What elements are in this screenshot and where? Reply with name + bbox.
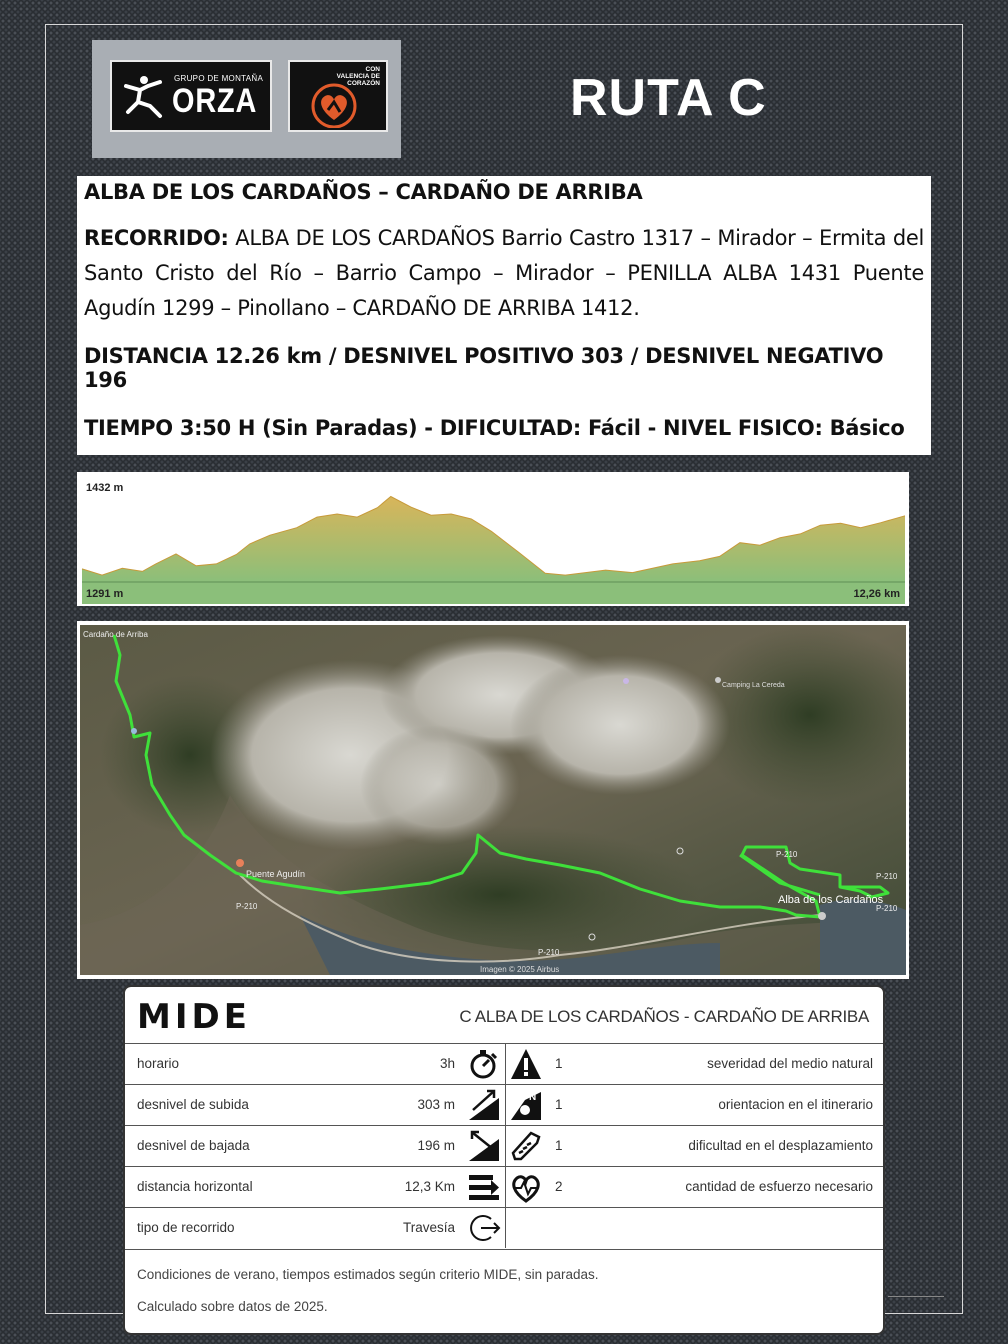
- ascent-icon: [467, 1088, 501, 1122]
- one-way-route-icon: [467, 1211, 501, 1245]
- max-elevation-label: 1432 m: [86, 482, 124, 494]
- route-map: [80, 625, 906, 975]
- mide-row-distancia: [125, 1166, 883, 1208]
- decor-line: [888, 1296, 944, 1297]
- orza-logo-name: ORZA: [172, 82, 258, 120]
- route-text: ALBA DE LOS CARDAÑOS Barrio Castro 1317 – Mirador – Ermita del Santo Cristo del Río – Barrio Campo – Mirador – PENILLA ALBA 1431 Puente Agudín 1299 – Pinollano – CARDAÑO DE ARRIBA 1412.: [84, 226, 924, 320]
- route-description: [84, 221, 924, 326]
- mide-key: desnivel de bajada: [137, 1138, 250, 1153]
- mide-key: distancia horizontal: [137, 1179, 253, 1194]
- mide-row-horario: [125, 1043, 883, 1085]
- mide-score: 2: [555, 1179, 563, 1194]
- mide-desc: dificultad en el desplazamiento: [688, 1138, 873, 1153]
- heart-logo-icon: [310, 82, 358, 128]
- mide-value: 303 m: [417, 1097, 455, 1112]
- mide-desc: orientacion en el itinerario: [718, 1097, 873, 1112]
- mide-key: horario: [137, 1056, 180, 1071]
- mide-score: 1: [555, 1138, 563, 1153]
- heart-effort-icon: [509, 1170, 543, 1204]
- elevation-profile: [77, 472, 909, 606]
- mide-value: 3h: [439, 1056, 455, 1071]
- mide-divider: [505, 1043, 506, 1248]
- orientation-icon: [509, 1088, 543, 1122]
- route-info-panel: [77, 176, 931, 455]
- road-label-5: P-210: [876, 904, 898, 913]
- mide-desc: severidad del medio natural: [707, 1056, 873, 1071]
- page-title: RUTA C: [570, 69, 767, 127]
- mide-row-bajada: [125, 1125, 883, 1167]
- svg-text:N: N: [529, 1092, 537, 1103]
- route-heading: ALBA DE LOS CARDAÑOS – CARDAÑO DE ARRIBA: [84, 180, 643, 204]
- mide-logo: MIDE: [137, 997, 251, 1037]
- mide-row-tipo: [125, 1207, 883, 1250]
- warning-triangle-icon: [509, 1047, 543, 1081]
- puente-agudin-label: Puente Agudín: [246, 869, 306, 879]
- mide-footer-year: Calculado sobre datos de 2025.: [137, 1299, 328, 1314]
- min-elevation-label: 1291 m: [86, 588, 124, 600]
- elevation-chart: [77, 472, 909, 606]
- descent-icon: [467, 1129, 501, 1163]
- road-label-1: P-210: [236, 902, 258, 911]
- mide-key: desnivel de subida: [137, 1097, 249, 1112]
- distance-arrow-icon: [467, 1170, 501, 1204]
- mide-value: 196 m: [417, 1138, 455, 1153]
- mide-score: 1: [555, 1097, 563, 1112]
- elevation-area: [82, 497, 905, 583]
- road-label-3: P-210: [776, 850, 798, 859]
- camping-label: Camping La Cereda: [722, 682, 785, 689]
- mide-table: [123, 985, 885, 1335]
- cardano-label: Cardaño de Arriba: [83, 630, 148, 639]
- orza-logo: [110, 60, 272, 132]
- mide-value: 12,3 Km: [404, 1179, 455, 1194]
- mide-value: Travesía: [402, 1220, 455, 1235]
- mide-row-subida: [125, 1084, 883, 1126]
- distance-line: DISTANCIA 12.26 km / DESNIVEL POSITIVO 303 / DESNIVEL NEGATIVO 196: [84, 344, 884, 392]
- mide-footer-conditions: Condiciones de verano, tiempos estimados según criterio MIDE, sin paradas.: [137, 1267, 599, 1282]
- mide-desc: cantidad de esfuerzo necesario: [685, 1179, 873, 1194]
- time-line: TIEMPO 3:50 H (Sin Paradas) - DIFICULTAD: Fácil - NIVEL FISICO: Básico: [84, 416, 905, 440]
- vc-logo-text: CON VALENCIA DE CORAZÓN: [336, 66, 380, 87]
- image-credit: Imagen © 2025 Airbus: [480, 965, 560, 974]
- climber-icon: [120, 72, 168, 120]
- mide-route-name: C ALBA DE LOS CARDAÑOS - CARDAÑO DE ARRIBA: [459, 1007, 869, 1026]
- road-label-2: P-210: [538, 948, 560, 957]
- route-label: RECORRIDO:: [84, 226, 229, 250]
- mide-key: tipo de recorrido: [137, 1220, 235, 1235]
- road-label-4: P-210: [876, 872, 898, 881]
- total-distance-label: 12,26 km: [853, 588, 900, 600]
- boot-icon: [509, 1129, 543, 1163]
- alba-label: Alba de los Cardaños: [778, 894, 884, 906]
- satellite-map: [77, 621, 909, 979]
- valencia-corazon-logo: [288, 60, 388, 132]
- orza-logo-subtitle: GRUPO DE MONTAÑA: [174, 74, 264, 83]
- mide-score: 1: [555, 1056, 563, 1071]
- stopwatch-icon: [467, 1047, 501, 1081]
- profile-base: [82, 582, 905, 604]
